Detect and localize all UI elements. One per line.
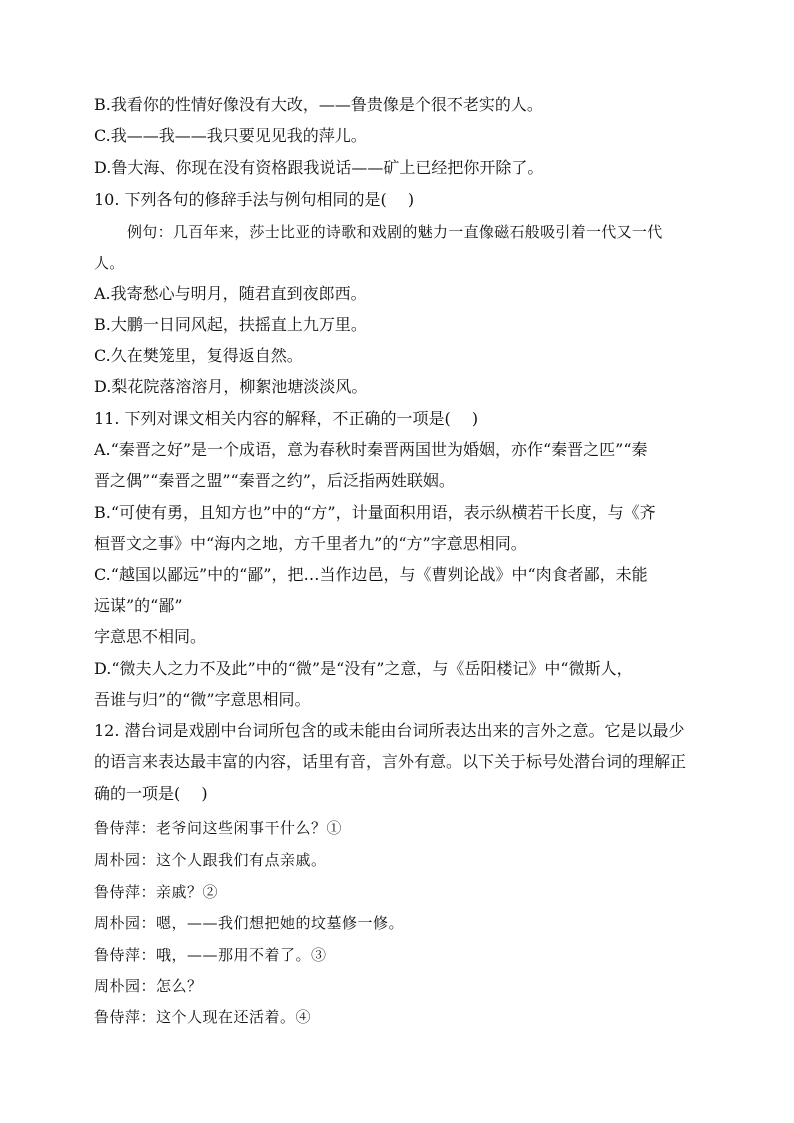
dialogue-line-1: 鲁侍萍：老爷问这些闲事干什么？① — [94, 819, 343, 837]
q11-option-a-cont: 晋之偶”“秦晋之盟”“秦晋之约”，后泛指两姓联姻。 — [94, 471, 455, 490]
q10-option-a: A.我寄愁心与明月，随君直到夜郎西。 — [94, 284, 367, 303]
q10-option-d: D.梨花院落溶溶月，柳絮池塘淡淡风。 — [94, 377, 368, 396]
q10-example: 例句：几百年来，莎士比亚的诗歌和戏剧的魅力一直像磁石般吸引着一代又一代 — [127, 223, 663, 241]
q11-option-c: C.“越国以鄙远”中的“鄙”，把…当作边邑，与《曹刿论战》中“肉食者鄙，未能 — [94, 565, 648, 584]
q12-stem: 12. 潜台词是戏剧中台词所包含的或未能由台词所表达出来的言外之意。它是以最少 — [94, 721, 685, 740]
q11-stem: 11. 下列对课文相关内容的解释，不正确的一项是( ) — [94, 409, 479, 428]
q11-option-a: A.“秦晋之好”是一个成语，意为春秋时秦晋两国世为婚姻，亦作“秦晋之匹”“秦 — [94, 440, 648, 459]
dialogue-line-6: 周朴园：怎么？ — [94, 977, 203, 995]
q10-option-c: C.久在樊笼里，复得返自然。 — [94, 346, 303, 365]
dialogue-line-3: 鲁侍萍：亲戚？② — [94, 883, 219, 901]
q10-option-b: B.大鹏一日同风起，扶摇直上九万里。 — [94, 315, 367, 334]
q12-stem-cont: 的语言来表达最丰富的内容，话里有音，言外有意。以下关于标号处潜台词的理解正 — [94, 752, 687, 771]
q10-example-cont: 人。 — [94, 254, 125, 272]
q11-option-c-cont: 远谋”的“鄙” — [94, 596, 183, 615]
dialogue-line-4: 周朴园：嗯，——我们想把她的坟墓修一修。 — [94, 914, 405, 932]
q9-option-b: B.我看你的性情好像没有大改，——鲁贵像是个很不老实的人。 — [94, 95, 543, 114]
dialogue-line-2: 周朴园：这个人跟我们有点亲戚。 — [94, 851, 327, 869]
q11-option-b-cont: 桓晋文之事》中“海内之地，方千里者九”的“方”字意思相同。 — [94, 534, 527, 553]
q11-option-d: D.“微夫人之力不及此”中的“微”是“没有”之意，与《岳阳楼记》中“微斯人， — [94, 659, 633, 678]
q12-stem-cont2: 确的一项是( ) — [94, 784, 208, 803]
q9-option-c: C.我——我——我只要见见我的萍儿。 — [94, 126, 367, 145]
q11-option-c-cont2: 字意思不相同。 — [94, 627, 207, 646]
q9-option-d: D.鲁大海、你现在没有资格跟我说话——矿上已经把你开除了。 — [94, 158, 544, 177]
q11-option-d-cont: 吾谁与归”的“微”字意思相同。 — [94, 690, 311, 709]
q10-stem: 10. 下列各句的修辞手法与例句相同的是( ) — [94, 190, 415, 209]
q11-option-b: B.“可使有勇，且知方也”中的“方”，计量面积用语，表示纵横若干长度，与《齐 — [94, 503, 656, 522]
dialogue-line-7: 鲁侍萍：这个人现在还活着。④ — [94, 1008, 312, 1026]
dialogue-line-5: 鲁侍萍：哦，——那用不着了。③ — [94, 946, 327, 964]
